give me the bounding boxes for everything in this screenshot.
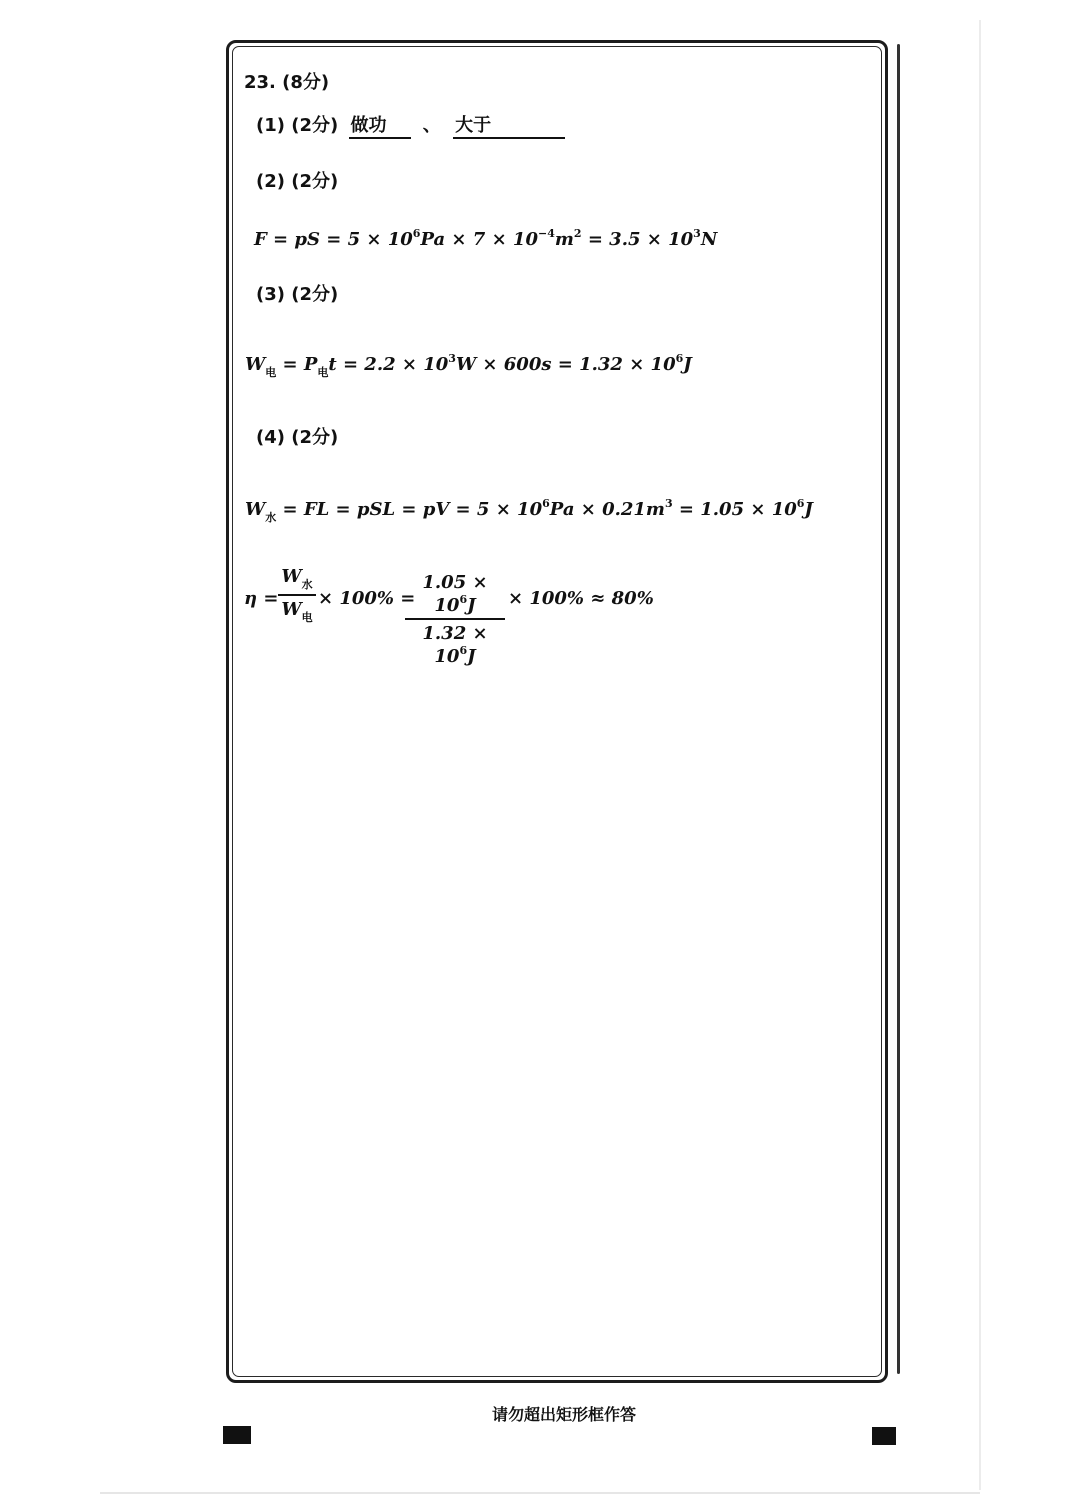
formula-result: × 100% ≈ 80% (508, 588, 654, 609)
fraction-denominator (278, 596, 316, 625)
formula-electric-work (245, 353, 692, 378)
exponent: 6 (542, 497, 550, 510)
exponent: −4 (537, 227, 555, 240)
answer-separator: 、 (422, 115, 441, 136)
formula-text: J (467, 595, 476, 616)
part-2-label: (2) (2分) (256, 171, 339, 192)
part-4-label: (4) (2分) (256, 427, 339, 448)
fraction-work-ratio (278, 566, 316, 625)
fraction-numerator (405, 572, 505, 620)
fraction-numerator (278, 566, 316, 596)
question-title: 23. (8分) (244, 72, 330, 93)
subscript: 电 (317, 366, 329, 379)
footer-notice: 请勿超出矩形框作答 (492, 1405, 637, 1424)
formula-text: m (554, 229, 574, 250)
subscript: 水 (301, 578, 313, 591)
alignment-marker-left (223, 1426, 251, 1444)
formula-text: 1.05 × 10 (422, 572, 488, 616)
part-3-label: (3) (2分) (256, 284, 339, 305)
formula-text: J (467, 646, 476, 667)
formula-text: J (683, 354, 692, 375)
formula-text: = 3.5 × 10 (581, 229, 694, 250)
formula-text: = P (276, 354, 318, 375)
fraction-values (405, 572, 505, 667)
formula-text: W (281, 599, 302, 620)
formula-text: W (281, 566, 302, 587)
formula-text: W × 600s = 1.32 × 10 (455, 354, 676, 375)
subscript: 电 (301, 611, 313, 624)
exponent: 6 (796, 497, 805, 510)
exponent: 3 (693, 227, 701, 240)
formula-force (254, 228, 717, 249)
formula-text: W (245, 354, 266, 375)
exponent: 3 (448, 352, 456, 365)
formula-text: Pa × 0.21m (549, 499, 665, 520)
subscript: 水 (265, 511, 277, 524)
formula-text: = 1.05 × 10 (672, 499, 797, 520)
exponent: 6 (459, 644, 468, 657)
formula-text: 1.32 × 10 (422, 623, 488, 667)
formula-text: J (804, 499, 813, 520)
exponent: 2 (573, 227, 582, 240)
answer-blank-1: 做功 (349, 117, 411, 139)
answer-blank-2: 大于 (453, 117, 565, 139)
exponent: 3 (664, 497, 673, 510)
formula-text: F = pS = 5 × 10 (254, 229, 413, 250)
formula-text: t = 2.2 × 10 (328, 354, 449, 375)
part-1-label: (1) (2分) (256, 115, 339, 136)
formula-text: = FL = pSL = pV = 5 × 10 (276, 499, 543, 520)
exponent: 6 (459, 593, 468, 606)
page-edge (100, 1492, 980, 1494)
eta-symbol: η = (244, 588, 279, 609)
exponent: 6 (412, 227, 421, 240)
formula-text: Pa × 7 × 10 (420, 229, 538, 250)
formula-water-work (245, 498, 813, 523)
frame-side-line (897, 44, 900, 1374)
exponent: 6 (675, 352, 684, 365)
fraction-denominator (405, 620, 505, 667)
subscript: 电 (265, 366, 277, 379)
formula-text: W (245, 499, 266, 520)
part-1-answers (256, 117, 565, 139)
alignment-marker-right (872, 1427, 896, 1445)
formula-text: N (700, 229, 718, 250)
page-edge (979, 20, 981, 1490)
formula-text: × 100% = (318, 588, 416, 609)
